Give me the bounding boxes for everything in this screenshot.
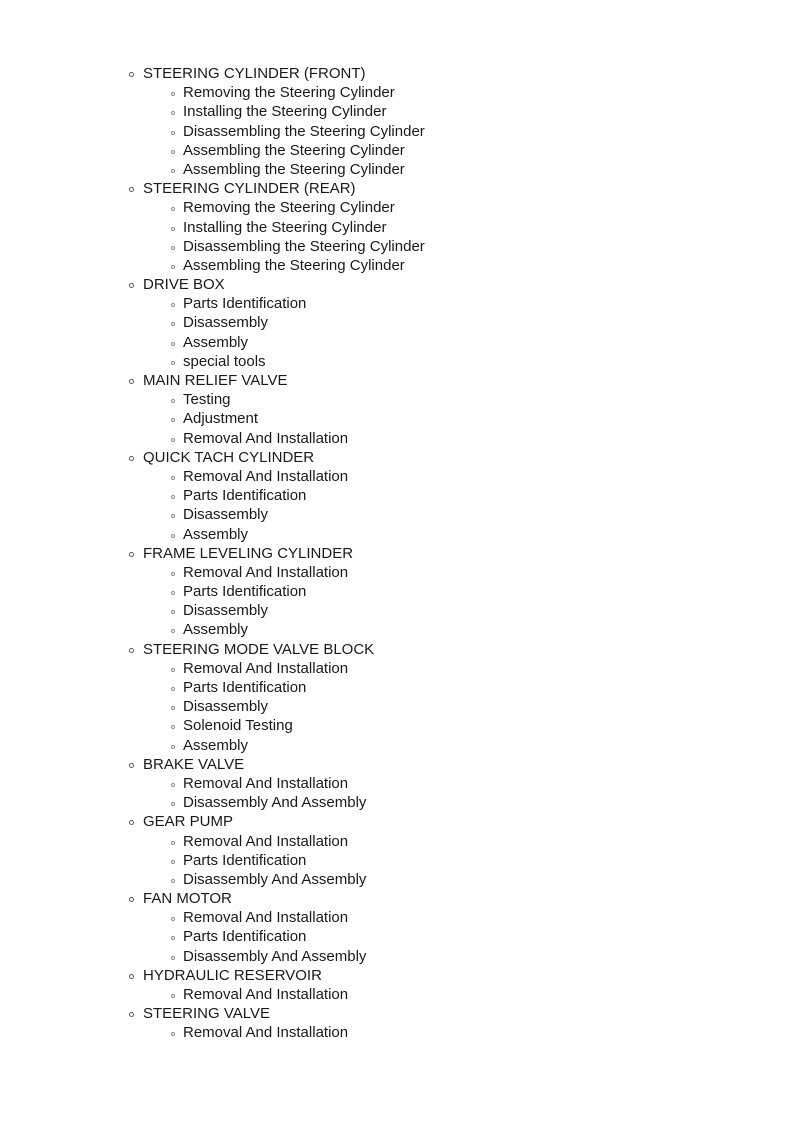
- hollow-square-bullet-icon: [171, 476, 175, 480]
- toc-subsection-label: Disassembling the Steering Cylinder: [183, 237, 425, 255]
- toc-section-heading[interactable]: [0, 640, 794, 659]
- hollow-square-bullet-icon: [171, 534, 175, 538]
- hollow-square-bullet-icon: [171, 783, 175, 787]
- hollow-circle-bullet-icon: [129, 72, 134, 77]
- toc-subsection-label: Disassembling the Steering Cylinder: [183, 122, 425, 140]
- toc-subsection-label: Assembly: [183, 621, 249, 639]
- toc-subsection-label: Disassembly: [183, 602, 269, 620]
- toc-subsection-item[interactable]: [0, 774, 794, 793]
- toc-subsection-label: Removal And Installation: [183, 429, 349, 447]
- toc-subsection-label: Disassembly And Assembly: [183, 794, 367, 812]
- hollow-square-bullet-icon: [171, 668, 175, 672]
- toc-subsection-item[interactable]: [0, 870, 794, 889]
- toc-subsection-label: Disassembly: [183, 506, 269, 524]
- toc-section-title: FRAME LEVELING CYLINDER: [143, 544, 354, 562]
- toc-section-title: STEERING MODE VALVE BLOCK: [143, 640, 375, 658]
- hollow-circle-bullet-icon: [129, 974, 134, 979]
- toc-subsection-label: Parts Identification: [183, 679, 307, 696]
- toc-subsection-label: Parts Identification: [183, 295, 307, 313]
- toc-section-heading[interactable]: [0, 371, 794, 390]
- hollow-square-bullet-icon: [171, 418, 175, 422]
- hollow-square-bullet-icon: [171, 629, 175, 633]
- hollow-square-bullet-icon: [171, 956, 175, 960]
- toc-subsection-item[interactable]: [0, 122, 794, 141]
- toc-subsection-label: Parts Identification: [183, 583, 307, 601]
- toc-subsection-item[interactable]: [0, 620, 794, 639]
- toc-subsection-item[interactable]: [0, 985, 794, 1004]
- toc-subsection-item[interactable]: [0, 947, 794, 966]
- hollow-square-bullet-icon: [171, 802, 175, 806]
- toc-subsection-item[interactable]: [0, 256, 794, 275]
- toc-subsection-label: Removal And Installation: [183, 1024, 349, 1042]
- hollow-circle-bullet-icon: [129, 897, 134, 902]
- toc-subsection-label: Testing: [183, 391, 231, 409]
- toc-section-title: DRIVE BOX: [143, 276, 225, 294]
- toc-subsection-label: Removal And Installation: [183, 774, 349, 792]
- toc-section-heading[interactable]: [0, 812, 794, 831]
- toc-subsection-item[interactable]: [0, 313, 794, 332]
- toc-subsection-item[interactable]: [0, 659, 794, 678]
- toc-subsection-label: Adjustment: [183, 410, 259, 428]
- hollow-circle-bullet-icon: [129, 820, 134, 825]
- toc-subsection-item[interactable]: [0, 390, 794, 409]
- toc-section: [0, 889, 794, 966]
- hollow-square-bullet-icon: [171, 227, 175, 231]
- toc-subsection-item[interactable]: [0, 525, 794, 544]
- toc-subsection-item[interactable]: [0, 505, 794, 524]
- hollow-square-bullet-icon: [171, 361, 175, 365]
- toc-subsection-item[interactable]: [0, 83, 794, 102]
- toc-subsection-label: Removing the Steering Cylinder: [183, 84, 395, 102]
- toc-subsection-item[interactable]: [0, 141, 794, 160]
- toc-subsection-item[interactable]: [0, 697, 794, 716]
- toc-section-title: QUICK TACH CYLINDER: [143, 448, 315, 466]
- toc-section-title: STEERING CYLINDER (REAR): [143, 180, 356, 198]
- toc-subsection-item[interactable]: [0, 832, 794, 851]
- hollow-square-bullet-icon: [171, 169, 175, 173]
- toc-subsection-list: [0, 198, 794, 275]
- toc-subsection-label: Removal And Installation: [183, 909, 349, 927]
- toc-subsection-item[interactable]: [0, 102, 794, 121]
- toc-subsection-item[interactable]: [0, 352, 794, 371]
- toc-section-title: GEAR PUMP: [143, 813, 234, 831]
- toc-section: [0, 1004, 794, 1042]
- hollow-square-bullet-icon: [171, 572, 175, 576]
- toc-subsection-list: [0, 1023, 794, 1042]
- toc-subsection-item[interactable]: [0, 678, 794, 697]
- hollow-square-bullet-icon: [171, 706, 175, 710]
- toc-section: [0, 812, 794, 889]
- hollow-circle-bullet-icon: [129, 187, 134, 192]
- hollow-square-bullet-icon: [171, 207, 175, 211]
- toc-subsection-label: Assembling the Steering Cylinder: [183, 256, 405, 274]
- toc-subsection-list: [0, 563, 794, 640]
- toc-subsection-item[interactable]: [0, 486, 794, 505]
- toc-subsection-item[interactable]: [0, 716, 794, 735]
- hollow-square-bullet-icon: [171, 495, 175, 499]
- toc-subsection-label: Removal And Installation: [183, 467, 349, 485]
- toc-section-heading[interactable]: [0, 755, 794, 774]
- toc-subsection-item[interactable]: [0, 333, 794, 352]
- toc-subsection-label: Removal And Installation: [183, 986, 349, 1003]
- hollow-square-bullet-icon: [171, 860, 175, 864]
- hollow-circle-bullet-icon: [129, 1012, 134, 1017]
- toc-section-heading[interactable]: [0, 966, 794, 985]
- toc-section-title: HYDRAULIC RESERVOIR: [143, 966, 322, 984]
- toc-subsection-item[interactable]: [0, 467, 794, 486]
- toc-section: [0, 371, 794, 448]
- hollow-square-bullet-icon: [171, 111, 175, 115]
- toc-section: [0, 966, 794, 1004]
- hollow-square-bullet-icon: [171, 514, 175, 518]
- toc-subsection-label: Disassembly: [183, 314, 269, 332]
- toc-subsection-label: special tools: [183, 352, 266, 370]
- hollow-square-bullet-icon: [171, 342, 175, 346]
- hollow-square-bullet-icon: [171, 917, 175, 921]
- toc-subsection-item[interactable]: [0, 582, 794, 601]
- toc-section: [0, 755, 794, 813]
- toc-subsection-list: [0, 390, 794, 448]
- toc-subsection-list: [0, 985, 794, 1004]
- toc-subsection-item[interactable]: [0, 601, 794, 620]
- toc-subsection-label: Installing the Steering Cylinder: [183, 218, 387, 236]
- toc-subsection-label: Parts Identification: [183, 928, 307, 946]
- toc-subsection-item[interactable]: [0, 927, 794, 946]
- toc-subsection-item[interactable]: [0, 736, 794, 755]
- toc-subsection-item[interactable]: [0, 198, 794, 217]
- toc-section-heading[interactable]: [0, 544, 794, 563]
- toc-section-heading[interactable]: [0, 275, 794, 294]
- toc-section: [0, 64, 794, 179]
- toc-section-heading[interactable]: [0, 889, 794, 908]
- toc-section-title: BRAKE VALVE: [143, 755, 245, 773]
- toc-subsection-item[interactable]: [0, 429, 794, 448]
- hollow-square-bullet-icon: [171, 399, 175, 403]
- toc-section: [0, 544, 794, 640]
- toc-subsection-label: Assembly: [183, 736, 249, 754]
- toc-subsection-item[interactable]: [0, 908, 794, 927]
- toc-subsection-list: [0, 467, 794, 544]
- hollow-square-bullet-icon: [171, 1032, 175, 1036]
- hollow-square-bullet-icon: [171, 265, 175, 269]
- toc-subsection-list: [0, 659, 794, 755]
- toc-subsection-list: [0, 83, 794, 179]
- toc-subsection-item[interactable]: [0, 851, 794, 870]
- toc-subsection-label: Assembling the Steering Cylinder: [183, 141, 405, 159]
- hollow-square-bullet-icon: [171, 150, 175, 154]
- toc-subsection-label: Parts Identification: [183, 851, 307, 869]
- toc-subsection-list: [0, 832, 794, 890]
- hollow-square-bullet-icon: [171, 92, 175, 96]
- toc-subsection-item[interactable]: [0, 294, 794, 313]
- toc-section: [0, 179, 794, 275]
- hollow-square-bullet-icon: [171, 131, 175, 135]
- hollow-square-bullet-icon: [171, 745, 175, 749]
- toc-subsection-list: [0, 294, 794, 371]
- toc-subsection-label: Removing the Steering Cylinder: [183, 199, 395, 217]
- hollow-circle-bullet-icon: [129, 283, 134, 288]
- hollow-square-bullet-icon: [171, 841, 175, 845]
- toc-subsection-label: Removal And Installation: [183, 832, 349, 850]
- toc-subsection-label: Disassembly And Assembly: [183, 947, 367, 965]
- hollow-circle-bullet-icon: [129, 552, 134, 557]
- toc-subsection-label: Removal And Installation: [183, 659, 349, 677]
- toc-subsection-label: Assembly: [183, 333, 249, 351]
- toc-section-heading[interactable]: [0, 448, 794, 467]
- toc-subsection-label: Parts Identification: [183, 487, 307, 505]
- hollow-circle-bullet-icon: [129, 648, 134, 653]
- toc-section-title: STEERING VALVE: [143, 1005, 270, 1023]
- hollow-square-bullet-icon: [171, 591, 175, 595]
- toc-subsection-item[interactable]: [0, 563, 794, 582]
- toc-section-heading[interactable]: [0, 1004, 794, 1023]
- hollow-square-bullet-icon: [171, 936, 175, 940]
- toc-section-heading[interactable]: [0, 179, 794, 198]
- hollow-square-bullet-icon: [171, 322, 175, 326]
- hollow-square-bullet-icon: [171, 725, 175, 729]
- toc-section: [0, 640, 794, 755]
- toc-subsection-list: [0, 774, 794, 812]
- hollow-square-bullet-icon: [171, 303, 175, 307]
- hollow-square-bullet-icon: [171, 610, 175, 614]
- toc-subsection-label: Installing the Steering Cylinder: [183, 103, 387, 121]
- toc-subsection-label: Assembling the Steering Cylinder: [183, 160, 405, 178]
- toc-subsection-label: Disassembly And Assembly: [183, 870, 367, 888]
- hollow-circle-bullet-icon: [129, 763, 134, 768]
- toc-subsection-label: Solenoid Testing: [183, 717, 293, 735]
- hollow-square-bullet-icon: [171, 246, 175, 250]
- hollow-square-bullet-icon: [171, 438, 175, 442]
- toc-section-title: FAN MOTOR: [143, 890, 232, 908]
- hollow-square-bullet-icon: [171, 879, 175, 883]
- toc-subsection-list: [0, 908, 794, 966]
- toc-subsection-item[interactable]: [0, 237, 794, 256]
- toc-subsection-label: Assembly: [183, 525, 249, 543]
- hollow-square-bullet-icon: [171, 994, 175, 998]
- toc-section-title: STEERING CYLINDER (FRONT): [143, 65, 366, 82]
- toc-subsection-item[interactable]: [0, 1023, 794, 1042]
- hollow-circle-bullet-icon: [129, 379, 134, 384]
- toc-subsection-item[interactable]: [0, 793, 794, 812]
- hollow-circle-bullet-icon: [129, 456, 134, 461]
- toc-section-title: MAIN RELIEF VALVE: [143, 372, 288, 389]
- hollow-square-bullet-icon: [171, 687, 175, 691]
- toc-subsection-item[interactable]: [0, 218, 794, 237]
- toc-section: [0, 448, 794, 544]
- toc-subsection-label: Disassembly: [183, 698, 269, 716]
- toc-subsection-item[interactable]: [0, 160, 794, 179]
- toc-section-heading[interactable]: [0, 64, 794, 83]
- toc-section: [0, 275, 794, 371]
- toc-subsection-item[interactable]: [0, 409, 794, 428]
- table-of-contents: [0, 64, 794, 1043]
- toc-subsection-label: Removal And Installation: [183, 563, 349, 581]
